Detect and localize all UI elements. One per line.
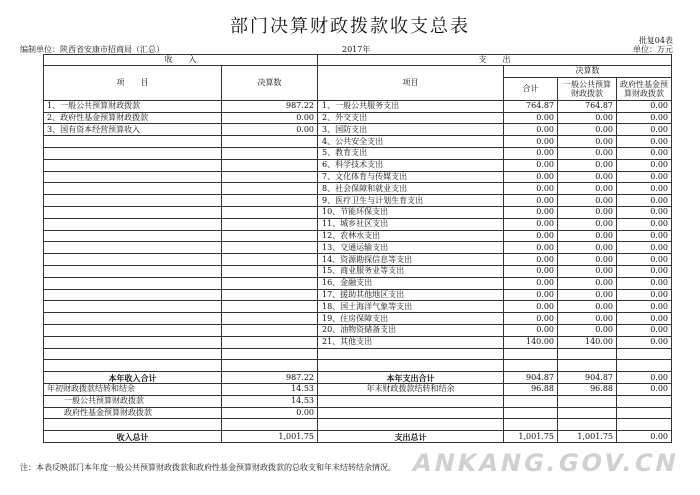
expense-item-header: 项目 xyxy=(318,66,504,101)
expense-item-label xyxy=(318,360,504,372)
expense-item-general: 0.00 xyxy=(558,277,617,289)
expense-item-fund: 0.00 xyxy=(617,218,672,230)
section-header-row xyxy=(44,55,672,66)
empty-cell xyxy=(504,407,558,419)
income-item-value xyxy=(222,171,318,183)
income-item-label xyxy=(44,360,222,372)
expense-item-general: 0.00 xyxy=(558,159,617,171)
total-column-header: 合计 xyxy=(504,77,558,100)
expense-item-label: 2、外交支出 xyxy=(318,112,504,124)
income-item-value: 0.00 xyxy=(222,124,318,136)
income-item-label: 1、一般公共预算财政拨款 xyxy=(44,100,222,112)
income-item-header: 项 目 xyxy=(44,66,222,101)
expense-item-label: 17、援助其他地区支出 xyxy=(318,289,504,301)
carryover-general-row xyxy=(44,395,672,407)
income-item-label: 3、国有资本经营预算收入 xyxy=(44,124,222,136)
income-item-label xyxy=(44,348,222,360)
expense-item-total: 0.00 xyxy=(504,265,558,277)
income-item-label xyxy=(44,289,222,301)
expense-item-total: 0.00 xyxy=(504,159,558,171)
income-item-label xyxy=(44,230,222,242)
expense-item-general: 0.00 xyxy=(558,242,617,254)
income-item-value xyxy=(222,136,318,148)
empty-cell xyxy=(318,395,504,407)
empty-cell xyxy=(558,395,617,407)
expense-item-fund xyxy=(617,348,672,360)
grand-total-row xyxy=(44,431,672,443)
table-row xyxy=(44,112,672,124)
income-item-label xyxy=(44,159,222,171)
beginning-carryover-label: 年初财政拨款结转和结余 xyxy=(44,383,222,395)
expense-item-general: 0.00 xyxy=(558,124,617,136)
expense-item-label: 16、金融支出 xyxy=(318,277,504,289)
income-total-label: 本年收入合计 xyxy=(44,372,222,384)
table-row xyxy=(44,265,672,277)
table-row xyxy=(44,277,672,289)
expense-item-fund: 0.00 xyxy=(617,230,672,242)
expense-item-general: 0.00 xyxy=(558,301,617,313)
expense-item-label: 18、国土海洋气象等支出 xyxy=(318,301,504,313)
blank-row xyxy=(44,419,672,431)
income-item-label xyxy=(44,195,222,207)
income-item-value xyxy=(222,301,318,313)
general-budget-column-header: 一般公共预算财政拨款 xyxy=(558,77,617,100)
currency-unit: 单位：万元 xyxy=(633,45,673,54)
income-item-label xyxy=(44,336,222,348)
table-row xyxy=(44,218,672,230)
expense-item-total xyxy=(504,348,558,360)
expense-grand-total-value: 1,001.75 xyxy=(504,431,558,443)
expense-item-total: 0.00 xyxy=(504,242,558,254)
expense-item-label: 21、其他支出 xyxy=(318,336,504,348)
expense-item-general: 0.00 xyxy=(558,289,617,301)
expense-item-label: 11、城乡社区支出 xyxy=(318,218,504,230)
income-item-value xyxy=(222,336,318,348)
expense-item-general: 0.00 xyxy=(558,254,617,266)
income-item-value xyxy=(222,159,318,171)
income-item-label xyxy=(44,218,222,230)
expense-item-label xyxy=(318,348,504,360)
ending-carryover-fund: 0.00 xyxy=(617,383,672,395)
income-item-label: 2、政府性基金预算财政拨款 xyxy=(44,112,222,124)
expense-item-label: 10、节能环保支出 xyxy=(318,206,504,218)
table-row xyxy=(44,124,672,136)
income-item-value xyxy=(222,324,318,336)
empty-cell xyxy=(617,395,672,407)
expense-amount-group-header: 决算数 xyxy=(504,66,672,78)
expense-item-label: 3、国防支出 xyxy=(318,124,504,136)
reporting-unit: 编制单位：陕西省安康市招商局（汇总） xyxy=(20,45,164,54)
income-item-value xyxy=(222,147,318,159)
expense-item-total: 0.00 xyxy=(504,324,558,336)
expense-item-label: 5、教育支出 xyxy=(318,147,504,159)
income-item-label xyxy=(44,147,222,159)
expense-item-general: 0.00 xyxy=(558,265,617,277)
income-item-value xyxy=(222,277,318,289)
expense-item-general: 764.87 xyxy=(558,100,617,112)
expense-item-general xyxy=(558,360,617,372)
empty-cell xyxy=(504,419,558,431)
expense-item-fund: 0.00 xyxy=(617,136,672,148)
expense-item-total: 0.00 xyxy=(504,147,558,159)
income-item-value: 0.00 xyxy=(222,112,318,124)
expense-grand-general-value: 1,001.75 xyxy=(558,431,617,443)
expense-item-fund: 0.00 xyxy=(617,313,672,325)
budget-summary-table xyxy=(43,54,672,443)
table-row xyxy=(44,348,672,360)
income-item-value xyxy=(222,265,318,277)
income-item-value xyxy=(222,360,318,372)
expense-item-label: 20、油物资储备支出 xyxy=(318,324,504,336)
table-row xyxy=(44,230,672,242)
income-item-label xyxy=(44,242,222,254)
carryover-fund-row xyxy=(44,407,672,419)
income-item-label xyxy=(44,183,222,195)
expense-item-total: 0.00 xyxy=(504,112,558,124)
carryover-general-value: 14.53 xyxy=(222,395,318,407)
table-row xyxy=(44,136,672,148)
report-year: 2017年 xyxy=(342,45,371,54)
expense-grand-total-label: 支出总计 xyxy=(318,431,504,443)
income-item-value xyxy=(222,218,318,230)
income-item-value xyxy=(222,254,318,266)
empty-cell xyxy=(617,407,672,419)
ending-carryover-label: 年末财政拨款结转和结余 xyxy=(318,383,504,395)
table-row xyxy=(44,206,672,218)
expense-item-general: 0.00 xyxy=(558,206,617,218)
expense-item-fund: 0.00 xyxy=(617,159,672,171)
expense-item-total: 0.00 xyxy=(504,277,558,289)
carryover-row xyxy=(44,383,672,395)
table-row xyxy=(44,301,672,313)
form-reference: 批复04表 xyxy=(638,36,673,45)
empty-cell xyxy=(318,419,504,431)
expense-section-header: 支 出 xyxy=(318,55,672,66)
carryover-fund-value: 0.00 xyxy=(222,407,318,419)
expense-item-total: 0.00 xyxy=(504,124,558,136)
expense-item-fund: 0.00 xyxy=(617,336,672,348)
expense-item-total: 0.00 xyxy=(504,206,558,218)
table-row xyxy=(44,313,672,325)
expense-item-total: 0.00 xyxy=(504,301,558,313)
table-row xyxy=(44,254,672,266)
expense-item-fund: 0.00 xyxy=(617,265,672,277)
expense-fund-total-value: 0.00 xyxy=(617,372,672,384)
expense-item-label: 14、资源勘探信息等支出 xyxy=(318,254,504,266)
income-item-label xyxy=(44,254,222,266)
income-item-label xyxy=(44,206,222,218)
expense-item-total: 0.00 xyxy=(504,313,558,325)
expense-item-general: 0.00 xyxy=(558,324,617,336)
expense-item-label: 1、一般公共服务支出 xyxy=(318,100,504,112)
beginning-carryover-value: 14.53 xyxy=(222,383,318,395)
income-item-value xyxy=(222,348,318,360)
carryover-general-label: 一般公共预算财政拨款 xyxy=(44,395,222,407)
income-amount-header: 决算数 xyxy=(222,66,318,101)
expense-total-label: 本年支出合计 xyxy=(318,372,504,384)
expense-item-fund: 0.00 xyxy=(617,171,672,183)
expense-item-label: 7、文化体育与传媒支出 xyxy=(318,171,504,183)
expense-item-label: 6、科学技术支出 xyxy=(318,159,504,171)
empty-cell xyxy=(222,419,318,431)
income-item-value xyxy=(222,230,318,242)
expense-item-label: 4、公共安全支出 xyxy=(318,136,504,148)
empty-cell xyxy=(318,407,504,419)
income-item-label xyxy=(44,136,222,148)
income-item-value: 987.22 xyxy=(222,100,318,112)
empty-cell xyxy=(617,419,672,431)
income-item-label xyxy=(44,324,222,336)
footnote: 注：本表反映部门本年度一般公共预算财政拨款和政府性基金预算财政拨款的总收支和年末结转结余情况。 xyxy=(20,463,396,472)
empty-cell xyxy=(558,407,617,419)
expense-item-fund: 0.00 xyxy=(617,112,672,124)
expense-item-total: 140.00 xyxy=(504,336,558,348)
page-title: 部门决算财政拨款收支总表 xyxy=(230,16,470,37)
table-row xyxy=(44,289,672,301)
income-item-label xyxy=(44,313,222,325)
ending-carryover-total: 96.88 xyxy=(504,383,558,395)
site-watermark: ANKANG.GOV.CN xyxy=(409,449,681,477)
income-item-value xyxy=(222,242,318,254)
income-item-value xyxy=(222,289,318,301)
expense-item-fund: 0.00 xyxy=(617,147,672,159)
expense-item-total: 764.87 xyxy=(504,100,558,112)
expense-item-total: 0.00 xyxy=(504,289,558,301)
income-item-value xyxy=(222,313,318,325)
expense-item-fund xyxy=(617,360,672,372)
expense-item-label: 15、商业服务业等支出 xyxy=(318,265,504,277)
expense-item-general: 0.00 xyxy=(558,171,617,183)
table-row xyxy=(44,336,672,348)
expense-item-total: 0.00 xyxy=(504,230,558,242)
expense-item-fund: 0.00 xyxy=(617,124,672,136)
expense-item-general: 0.00 xyxy=(558,183,617,195)
empty-cell xyxy=(44,419,222,431)
expense-general-total-value: 904.87 xyxy=(558,372,617,384)
column-header-row xyxy=(44,66,672,78)
income-grand-total-label: 收入总计 xyxy=(44,431,222,443)
table-row xyxy=(44,171,672,183)
table-row xyxy=(44,324,672,336)
expense-item-general: 0.00 xyxy=(558,112,617,124)
expense-item-fund: 0.00 xyxy=(617,183,672,195)
table-row xyxy=(44,183,672,195)
income-item-value xyxy=(222,183,318,195)
expense-item-fund: 0.00 xyxy=(617,254,672,266)
income-section-header: 收 入 xyxy=(44,55,318,66)
empty-cell xyxy=(558,419,617,431)
expense-item-total: 0.00 xyxy=(504,171,558,183)
income-item-label xyxy=(44,277,222,289)
expense-item-general: 0.00 xyxy=(558,218,617,230)
table-row xyxy=(44,242,672,254)
expense-item-general: 0.00 xyxy=(558,147,617,159)
annual-total-row xyxy=(44,372,672,384)
carryover-fund-label: 政府性基金预算财政拨款 xyxy=(44,407,222,419)
ending-carryover-general: 96.88 xyxy=(558,383,617,395)
expense-item-label: 13、交通运输支出 xyxy=(318,242,504,254)
expense-item-general: 0.00 xyxy=(558,136,617,148)
expense-item-label: 9、医疗卫生与计划生育支出 xyxy=(318,195,504,207)
expense-item-total: 0.00 xyxy=(504,254,558,266)
empty-cell xyxy=(504,395,558,407)
expense-item-general xyxy=(558,348,617,360)
income-item-label xyxy=(44,265,222,277)
income-grand-total-value: 1,001.75 xyxy=(222,431,318,443)
income-item-value xyxy=(222,206,318,218)
fund-budget-column-header: 政府性基金预算财政拨款 xyxy=(617,77,672,100)
income-item-label xyxy=(44,301,222,313)
expense-item-total: 0.00 xyxy=(504,195,558,207)
income-item-label xyxy=(44,171,222,183)
income-total-value: 987.22 xyxy=(222,372,318,384)
expense-item-fund: 0.00 xyxy=(617,242,672,254)
income-item-value xyxy=(222,195,318,207)
table-row xyxy=(44,360,672,372)
expense-total-value: 904.87 xyxy=(504,372,558,384)
expense-item-fund: 0.00 xyxy=(617,206,672,218)
expense-grand-fund-value: 0.00 xyxy=(617,431,672,443)
expense-item-general: 0.00 xyxy=(558,313,617,325)
expense-item-total: 0.00 xyxy=(504,136,558,148)
table-row xyxy=(44,100,672,112)
table-row xyxy=(44,195,672,207)
expense-item-label: 19、住房保障支出 xyxy=(318,313,504,325)
expense-item-fund: 0.00 xyxy=(617,100,672,112)
expense-item-general: 0.00 xyxy=(558,230,617,242)
table-row xyxy=(44,147,672,159)
expense-item-total xyxy=(504,360,558,372)
expense-item-label: 12、农林水支出 xyxy=(318,230,504,242)
expense-item-fund: 0.00 xyxy=(617,195,672,207)
expense-item-label: 8、社会保障和就业支出 xyxy=(318,183,504,195)
expense-item-total: 0.00 xyxy=(504,183,558,195)
table-row xyxy=(44,159,672,171)
expense-item-fund: 0.00 xyxy=(617,301,672,313)
expense-item-total: 0.00 xyxy=(504,218,558,230)
expense-item-fund: 0.00 xyxy=(617,289,672,301)
expense-item-general: 140.00 xyxy=(558,336,617,348)
expense-item-fund: 0.00 xyxy=(617,324,672,336)
expense-item-general: 0.00 xyxy=(558,195,617,207)
expense-item-fund: 0.00 xyxy=(617,277,672,289)
